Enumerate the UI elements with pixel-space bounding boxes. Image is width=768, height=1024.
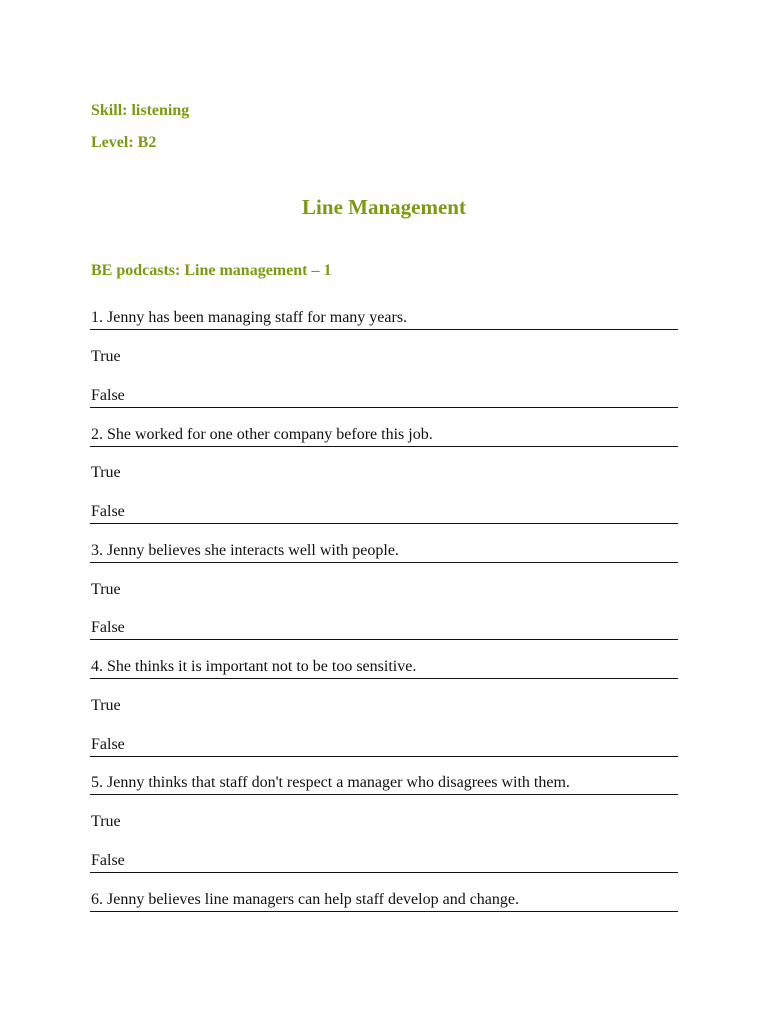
option-false-label: False [91, 387, 125, 404]
option-false-1[interactable] [90, 386, 678, 408]
question-text: 6. Jenny believes line managers can help staff develop and change. [91, 891, 519, 908]
option-true-label: True [91, 813, 121, 830]
option-false-4[interactable] [90, 735, 678, 757]
question-5 [90, 773, 678, 795]
option-false-5[interactable] [90, 851, 678, 873]
question-text: 3. Jenny believes she interacts well with people. [91, 542, 399, 559]
question-6 [90, 890, 678, 912]
question-1 [90, 308, 678, 330]
option-true-4[interactable] [90, 696, 678, 718]
option-true-label: True [91, 464, 121, 481]
option-false-3[interactable] [90, 618, 678, 640]
question-2 [90, 425, 678, 447]
level-label: Level: B2 [91, 134, 157, 151]
option-true-2[interactable] [90, 463, 678, 485]
question-text: 1. Jenny has been managing staff for many years. [91, 309, 408, 326]
option-false-label: False [91, 503, 125, 520]
option-true-label: True [91, 348, 121, 365]
skill-label: Skill: listening [91, 102, 190, 119]
option-true-3[interactable] [90, 580, 678, 602]
option-true-label: True [91, 581, 121, 598]
option-false-label: False [91, 619, 125, 636]
option-false-label: False [91, 736, 125, 753]
option-true-label: True [91, 697, 121, 714]
page-title: Line Management [302, 195, 466, 219]
question-text: 4. She thinks it is important not to be too sensitive. [91, 658, 417, 675]
option-true-5[interactable] [90, 812, 678, 834]
option-false-2[interactable] [90, 502, 678, 524]
question-text: 2. She worked for one other company before this job. [91, 426, 433, 443]
section-subtitle: BE podcasts: Line management – 1 [91, 262, 332, 279]
question-text: 5. Jenny thinks that staff don't respect a manager who disagrees with them. [91, 774, 570, 791]
question-4 [90, 657, 678, 679]
option-true-1[interactable] [90, 347, 678, 369]
question-3 [90, 541, 678, 563]
option-false-label: False [91, 852, 125, 869]
